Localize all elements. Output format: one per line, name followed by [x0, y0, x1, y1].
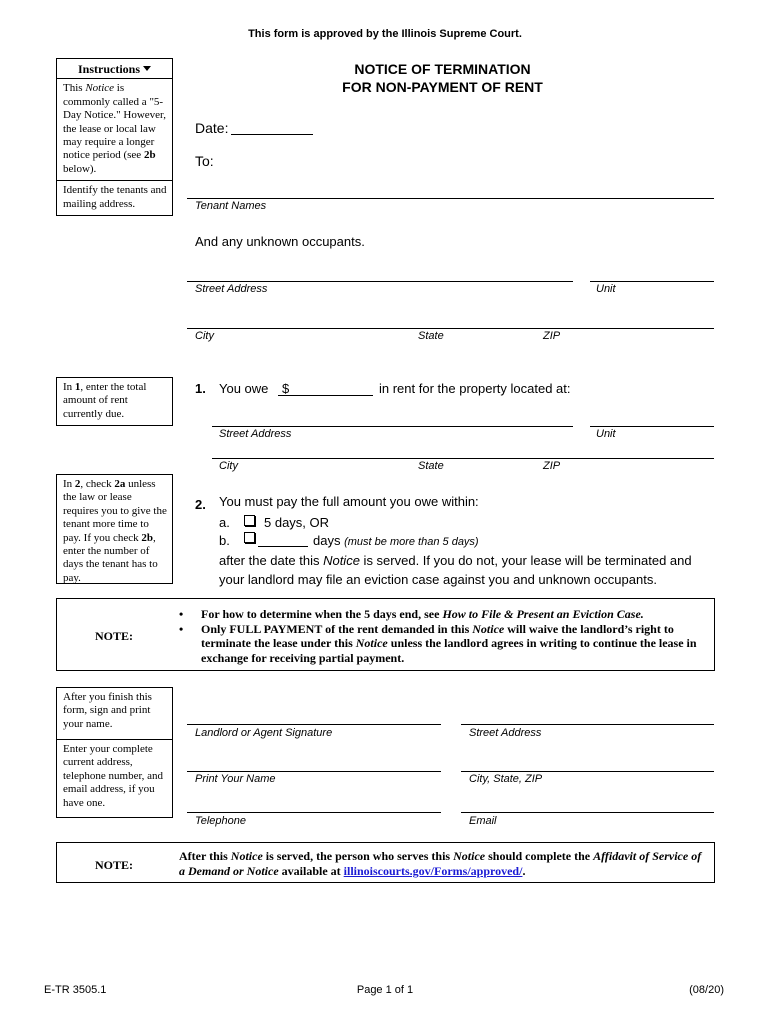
telephone-field[interactable] [187, 812, 441, 813]
note2-text-a: After this [179, 849, 231, 863]
note2-notice: Notice [230, 849, 263, 863]
option-b-checkbox[interactable] [244, 532, 255, 543]
instructions-intro-ref: 2b [143, 149, 156, 162]
form-title [290, 60, 595, 96]
side1-text: In [63, 381, 75, 393]
note1-b2-text2: will waive the landlord’s right to terminate the lease under this [201, 621, 674, 650]
date-label: Date: [195, 120, 229, 136]
note1-b2-text: Only FULL PAYMENT of the rent demanded in this [201, 621, 473, 636]
form-title-line1: NOTICE OF TERMINATION [354, 61, 531, 77]
caret-down-icon [143, 66, 151, 72]
instructions-box [56, 58, 173, 216]
property-city-label: City [219, 460, 238, 472]
item2-option-a [219, 515, 230, 530]
signature-field[interactable] [187, 724, 441, 725]
side2-ref2: 2a [114, 478, 126, 490]
after-text-b: is served. If you do not, your lease will be terminated and your landlord may file an eviction case against you and unknown occupants. [219, 553, 692, 587]
note1-bullet-1 [175, 607, 707, 622]
instructions-intro [57, 79, 172, 180]
to-label: To: [195, 153, 214, 169]
property-unit-label: Unit [596, 428, 616, 440]
option-a-checkbox[interactable] [244, 515, 255, 526]
side1-ref: 1 [74, 381, 81, 393]
note-box-1 [56, 598, 715, 671]
note2-notice2: Notice [453, 849, 486, 863]
telephone-label: Telephone [195, 815, 246, 827]
date-field[interactable] [231, 134, 313, 135]
instructions-sign-text: After you finish this form, sign and print your name. [63, 691, 152, 730]
option-a-label: a. [219, 515, 230, 530]
form-title-line2: FOR NON-PAYMENT OF RENT [342, 79, 543, 95]
note-box-2 [56, 842, 715, 883]
note1-label: NOTE: [95, 629, 134, 643]
property-city-state-zip-field[interactable] [212, 458, 714, 459]
instructions-item2-text [57, 475, 172, 589]
landlord-street-field[interactable] [461, 724, 714, 725]
option-a-text: 5 days, OR [264, 515, 330, 530]
note2-text-e: . [522, 864, 526, 878]
property-zip-label: ZIP [543, 460, 561, 472]
instructions-intro-text3: below). [63, 162, 97, 175]
side2-ref: 2 [74, 478, 81, 490]
instructions-heading[interactable] [57, 59, 172, 79]
note2-label: NOTE: [95, 858, 134, 872]
instructions-heading-text: Instructions [77, 62, 140, 76]
note2-text-d: available at [278, 864, 344, 878]
tenant-zip-label: ZIP [543, 330, 561, 342]
instructions-signature-box [56, 687, 173, 818]
instructions-tenants: Identify the tenants and mailing address. [57, 180, 172, 215]
footer-form-id: E-TR 3505.1 [44, 984, 107, 996]
item1-dollar-sign: $ [282, 381, 290, 396]
instructions-item2-box [56, 474, 173, 584]
instructions-intro-notice: Notice [85, 82, 115, 95]
item1-number: 1. [195, 381, 206, 396]
landlord-csz-label: City, State, ZIP [469, 773, 543, 785]
note2-text-b: is served, the person who serves this [262, 849, 454, 863]
tenant-city-state-zip-field[interactable] [187, 328, 714, 329]
note2-text-c: should complete the [485, 849, 594, 863]
rent-amount-field[interactable] [278, 395, 373, 396]
tenant-names-field[interactable] [187, 198, 714, 199]
instructions-contact-text: Enter your complete current address, telephone number, and email address, if you have one. [57, 739, 172, 817]
signature-label: Landlord or Agent Signature [195, 727, 333, 739]
side2-text: In [63, 478, 75, 490]
option-b-days-field[interactable] [258, 546, 308, 547]
option-b-days-text: days [313, 533, 341, 548]
note1-b2-notice2: Notice [355, 636, 388, 650]
tenant-street-field[interactable] [187, 281, 573, 282]
side2-ref3: 2b [141, 531, 154, 544]
property-street-field[interactable] [212, 426, 573, 427]
footer-revision-date: (08/20) [689, 984, 724, 996]
item1-rest-text: in rent for the property located at: [379, 381, 571, 396]
item1-owe-label: You owe [219, 381, 269, 396]
instructions-item1-text [57, 378, 172, 425]
landlord-csz-field[interactable] [461, 771, 714, 772]
note1-b1-text: For how to determine when the 5 days end, see [201, 607, 443, 621]
instructions-intro-text2: is commonly called a "5-Day Notice." However, the lease or local law may require a longer notice period (see [63, 82, 167, 162]
approval-statement: This form is approved by the Illinois Supreme Court. [248, 28, 522, 40]
forms-link[interactable]: illinoiscourts.gov/Forms/approved/ [343, 864, 523, 878]
side2-text2: , check [80, 478, 115, 490]
note1-list [175, 607, 707, 665]
item2-number: 2. [195, 497, 206, 512]
option-b-days [313, 533, 479, 548]
tenant-street-label: Street Address [195, 283, 268, 295]
item2-option-b [219, 533, 230, 548]
instructions-item1-box [56, 377, 173, 426]
side2-text3: unless the law or lease requires you to give the tenant more time to pay. If you check [63, 478, 167, 544]
side2-text4: , enter the number of days the tenant has to pay. [63, 531, 158, 584]
tenant-city-label: City [195, 330, 214, 342]
side1-text2: , enter the total amount of rent currently due. [63, 381, 147, 420]
unknown-occupants-text: And any unknown occupants. [195, 234, 365, 249]
property-state-label: State [418, 460, 444, 472]
landlord-street-label: Street Address [469, 727, 542, 739]
tenant-unit-label: Unit [596, 283, 616, 295]
note1-bullet-2 [175, 622, 707, 666]
property-street-label: Street Address [219, 428, 292, 440]
after-notice: Notice [323, 553, 360, 568]
option-b-note: (must be more than 5 days) [344, 536, 479, 548]
note2-text [179, 849, 707, 879]
option-b-label: b. [219, 533, 230, 548]
note1-b2-notice: Notice [472, 621, 505, 636]
tenant-state-label: State [418, 330, 444, 342]
print-name-label: Print Your Name [195, 773, 276, 785]
print-name-field[interactable] [187, 771, 441, 772]
item2-after-text [219, 551, 714, 589]
footer-page-number: Page 1 of 1 [356, 984, 414, 996]
email-field[interactable] [461, 812, 714, 813]
note1-b2-text3: unless the landlord agrees in writing to continue the lease in exchange for receiving partial payment. [201, 636, 697, 665]
note2-affidavit: Affidavit of Service of a Demand or Notice [179, 849, 702, 878]
item2-intro: You must pay the full amount you owe within: [219, 494, 479, 509]
note1-b1-ref: How to File & Present an Eviction Case. [442, 607, 644, 621]
after-text-a: after the date this [219, 553, 324, 568]
tenant-names-label: Tenant Names [195, 200, 267, 212]
tenant-unit-field[interactable] [590, 281, 714, 282]
email-label: Email [469, 815, 497, 827]
property-unit-field[interactable] [590, 426, 714, 427]
instructions-intro-text: This [63, 82, 86, 95]
